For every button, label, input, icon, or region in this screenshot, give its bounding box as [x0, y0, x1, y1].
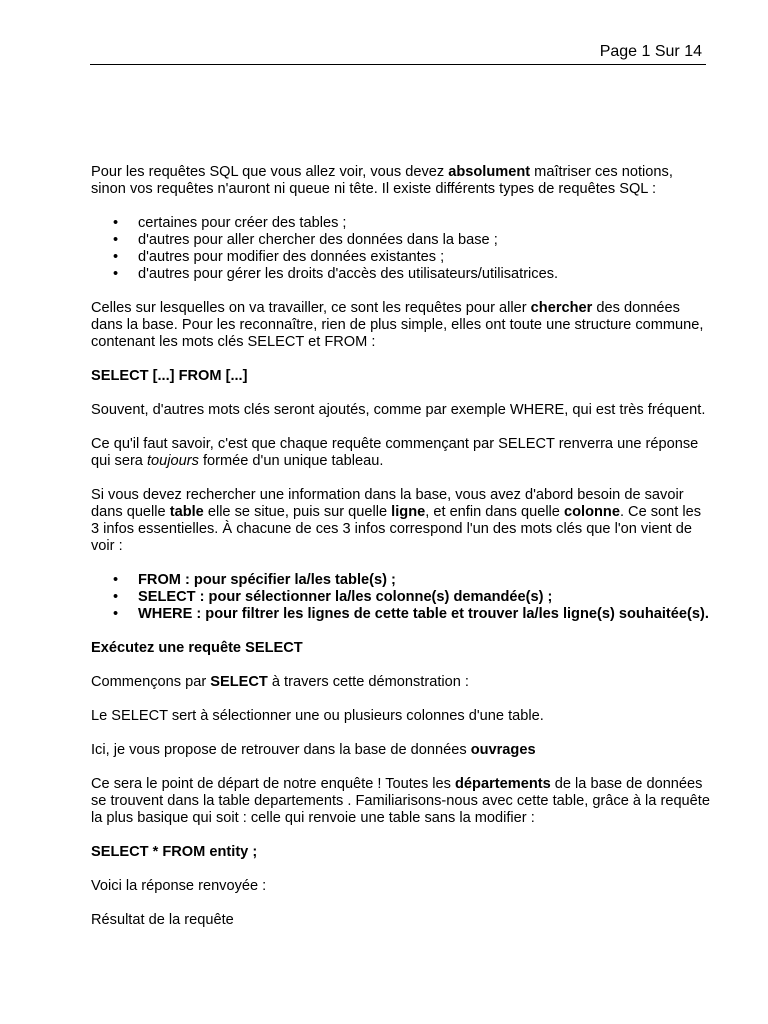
bullet-icon: •	[113, 249, 119, 265]
list-item: • certaines pour créer des tables ;	[113, 215, 347, 231]
paragraph-structure: Celles sur lesquelles on va travailler, ce sont les requêtes pour aller chercher des données dans la base. Pour les reconnaître, rien de plus simple, elles ont toute une structure commune, contenant les mots clés SELECT et FROM :	[91, 300, 704, 350]
paragraph-infos: Si vous devez rechercher une information dans la base, vous avez d'abord besoin de savoir dans quelle table elle se situe, puis sur quelle ligne, et enfin dans quelle colonne. Ce sont les 3 infos essentielles. À chacune de ces 3 infos correspond l'un des mots clés que l'on vient de voir :	[91, 487, 702, 554]
bullet-icon: •	[113, 589, 119, 605]
bullet-icon: •	[113, 232, 119, 248]
list-item: • WHERE : pour filtrer les lignes de cette table et trouver la/les ligne(s) souhaitée(s).	[113, 606, 709, 622]
bullet-icon: •	[113, 572, 119, 588]
paragraph-where: Souvent, d'autres mots clés seront ajoutés, comme par exemple WHERE, qui est très fréquent.	[91, 402, 706, 418]
paragraph-departements: Ce sera le point de départ de notre enquête ! Toutes les départements de la base de données se trouvent dans la table departements . Familiarisons-nous avec cette table, grâce à la requête la plus basique qui soit : celle qui renvoie une table sans la modifier :	[91, 776, 710, 826]
keywords-list	[91, 572, 711, 623]
bullet-icon: •	[113, 266, 119, 282]
list-item: • d'autres pour gérer les droits d'accès des utilisateurs/utilisatrices.	[113, 266, 559, 282]
bullet-icon: •	[113, 215, 119, 231]
page-header	[90, 40, 706, 65]
code-select-from: SELECT [...] FROM [...]	[91, 368, 248, 384]
paragraph-response: Voici la réponse renvoyée :	[91, 878, 267, 894]
list-item: • FROM : pour spécifier la/les table(s) ;	[113, 572, 396, 588]
document-body	[91, 164, 711, 946]
paragraph-demo: Commençons par SELECT à travers cette démonstration :	[91, 674, 469, 690]
paragraph-database: Ici, je vous propose de retrouver dans la base de données ouvrages	[91, 742, 536, 758]
list-item: • SELECT : pour sélectionner la/les colonne(s) demandée(s) ;	[113, 589, 553, 605]
page-number: Page 1 Sur 14	[599, 43, 702, 60]
list-item: • d'autres pour modifier des données existantes ;	[113, 249, 445, 265]
section-heading: Exécutez une requête SELECT	[91, 640, 303, 656]
paragraph-select-result: Ce qu'il faut savoir, c'est que chaque requête commençant par SELECT renverra une réponse qui sera toujours formée d'un unique tableau.	[91, 436, 699, 469]
paragraph-result: Résultat de la requête	[91, 912, 234, 928]
code-select-all: SELECT * FROM entity ;	[91, 844, 258, 860]
paragraph-select-def: Le SELECT sert à sélectionner une ou plusieurs colonnes d'une table.	[91, 708, 544, 724]
bullet-icon: •	[113, 606, 119, 622]
query-types-list	[91, 215, 711, 283]
list-item: • d'autres pour aller chercher des données dans la base ;	[113, 232, 498, 248]
paragraph-intro: Pour les requêtes SQL que vous allez voir, vous devez absolument maîtriser ces notions, sinon vos requêtes n'auront ni queue ni tête. Il existe différents types de requêtes SQL :	[91, 164, 673, 197]
